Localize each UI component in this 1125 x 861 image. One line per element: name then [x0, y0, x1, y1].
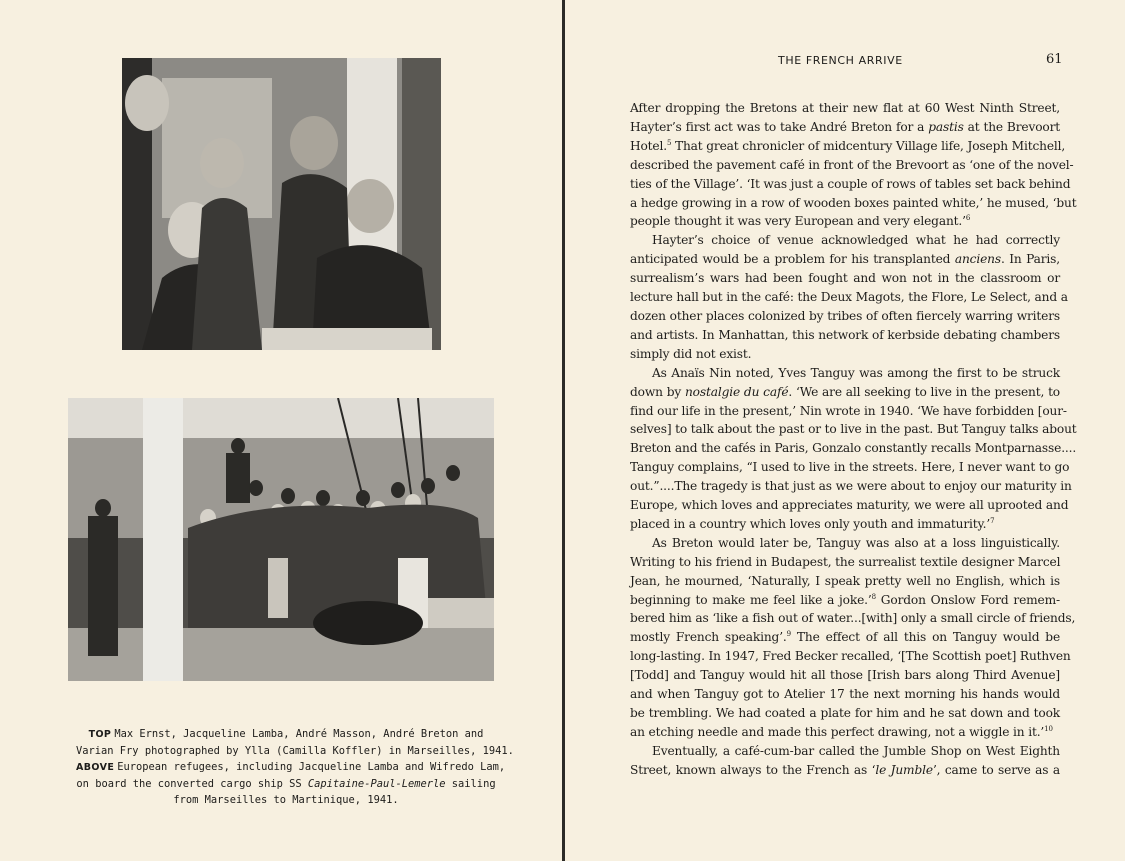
text-line: After dropping the Bretons at their new flat at 60 West Ninth Street, [630, 101, 1060, 115]
paragraph-1 [630, 99, 1077, 231]
photo-ship-refugees [68, 398, 494, 681]
text-line: Hayter’s first act was to take André Breton for a pastis at the Brevoort [630, 119, 1061, 134]
text-line: mostly French speaking’.$^9$ The effect of all this on Tanguy would be [630, 630, 1061, 645]
text-line: and when Tanguy got to Atelier 17 the next morning his hands would [630, 687, 1060, 702]
paragraph-3 [630, 364, 1077, 534]
text-line: find our life in the present,’ Nin wrote in 1940. ‘We have forbidden [our- [630, 403, 1067, 418]
caption-above-label: ABOVE [76, 762, 115, 773]
text-line: a hedge growing in a row of wooden boxes painted white,’ he mused, ‘but [630, 195, 1077, 210]
paragraph-4 [630, 534, 1076, 742]
photo-group-portrait [122, 58, 441, 350]
text-line: Breton and the cafés in Paris, Gonzalo constantly recalls Montparnasse.... [630, 441, 1077, 456]
footnote-ref: 6 [965, 214, 971, 223]
text-line: simply did not exist. [630, 346, 752, 361]
running-head: THE FRENCH ARRIVE [778, 54, 903, 67]
text-line: [Todd] and Tanguy would hit all those [Irish bars along Third Avenue] [630, 668, 1060, 683]
caption-top-line-1: TOP Max Ernst, Jacqueline Lamba, André Masson, André Breton and [88, 728, 484, 740]
text-line: people thought it was very European and very elegant.’$^6$ [630, 214, 971, 229]
text-line: bered him as ‘like a fish out of water...[with] only a small circle of friends, [630, 611, 1076, 626]
text-line: Hotel.$^5$ That great chronicler of midcentury Village life, Joseph Mitchell, [630, 138, 1066, 153]
text-line: selves] to talk about the past or to live in the past. But Tanguy talks about [630, 422, 1077, 437]
text-line: Tanguy complains, “I used to live in the streets. Here, I never want to go [630, 460, 1070, 475]
photo-ship-refugees-image [68, 398, 494, 681]
caption-above-line-1: ABOVE European refugees, including Jacqueline Lamba and Wifredo Lam, [76, 761, 506, 773]
text-line: As Anaïs Nin noted, Yves Tanguy was among the first to be struck [652, 365, 1060, 380]
footnote-ref: 7 [990, 516, 995, 525]
text-line: Street, known always to the French as ‘le Jumble’, came to serve as a [630, 762, 1060, 777]
text-line: As Breton would later be, Tanguy was also at a loss linguistically. [652, 535, 1060, 550]
text-line: ties of the Village’. ‘It was just a couple of rows of tables set back behind [630, 176, 1071, 191]
left-page [0, 0, 562, 861]
text-line: placed in a country which loves only youth and immaturity.’$^7$ [630, 516, 995, 531]
caption-above [76, 759, 506, 808]
text-line: an etching needle and made this perfect drawing, not a wiggle in it.’$^{10}$ [630, 724, 1053, 739]
caption-top [76, 726, 514, 759]
footnote-ref: 5 [666, 138, 672, 147]
paragraph-2 [630, 231, 1068, 363]
text-line: down by nostalgie du café. ‘We are all seeking to live in the present, to [630, 384, 1060, 399]
text-line: Writing to his friend in Budapest, the surrealist textile designer Marcel [630, 554, 1061, 569]
text-line: described the pavement café in front of the Brevoort as ‘one of the novel- [630, 157, 1074, 172]
footnote-ref: 10 [1044, 724, 1053, 733]
caption-above-line-2: on board the converted cargo ship SS Capitaine-Paul-Lemerle sailing [76, 778, 496, 790]
text-line: dozen other places colonized by tribes of often fiercely warring writers [630, 308, 1060, 323]
ship-name: Capitaine-Paul-Lemerle [307, 778, 446, 790]
text-line: be trembling. We had coated a plate for him and he sat down and took [630, 706, 1060, 720]
text-line: long-lasting. In 1947, Fred Becker recalled, ‘[The Scottish poet] Ruthven [630, 649, 1071, 664]
text-line: lecture hall but in the café: the Deux Magots, the Flore, Le Select, and a [630, 290, 1068, 305]
text-line: anticipated would be a problem for his transplanted anciens. In Paris, [630, 252, 1060, 267]
text-line: beginning to make me feel like a joke.’$^8$ Gordon Onslow Ford remem- [630, 592, 1060, 607]
photo-group-portrait-image [122, 58, 441, 350]
text-line: and artists. In Manhattan, this network of kerbside debating chambers [630, 327, 1060, 342]
caption-top-label: TOP [88, 729, 112, 740]
text-line: out.”....The tragedy is that just as we were about to enjoy our maturity in [630, 479, 1072, 494]
text-line: Hayter’s choice of venue acknowledged what he had correctly [652, 233, 1060, 248]
footnote-ref: 8 [871, 592, 876, 601]
caption-above-line-3: from Marseilles to Martinique, 1941. [173, 794, 399, 806]
text-line: surrealism’s wars had been fought and won not in the classroom or [630, 271, 1060, 286]
paragraph-5 [630, 742, 1060, 780]
footnote-ref: 9 [786, 630, 791, 639]
text-line: Eventually, a café-cum-bar called the Jumble Shop on West Eighth [652, 743, 1060, 758]
page-number: 61 [1046, 52, 1063, 67]
caption-top-line-2: Varian Fry photographed by Ylla (Camilla Koffler) in Marseilles, 1941. [76, 745, 514, 757]
text-line: Europe, which loves and appreciates maturity, we were all uprooted and [630, 498, 1069, 513]
text-line: Jean, he mourned, ‘Naturally, I speak pretty well no English, which is [630, 573, 1060, 588]
body-text [630, 99, 1077, 780]
